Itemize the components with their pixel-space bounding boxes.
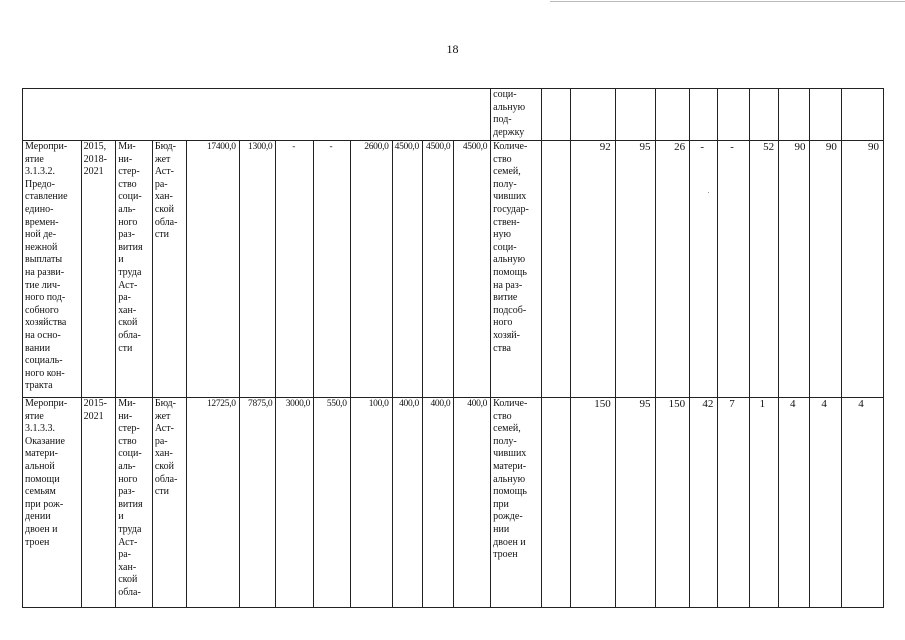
indicator-value-cell: 150 — [570, 398, 615, 608]
finance-cell: - — [276, 141, 314, 398]
finance-cell: 7875,0 — [239, 398, 276, 608]
indicator-value-cell: 7 — [718, 398, 749, 608]
indicator-value-cell: 92 — [570, 141, 615, 398]
finance-cell: 550,0 — [314, 398, 351, 608]
finance-cell: 400,0 — [422, 398, 453, 608]
finance-cell: 100,0 — [350, 398, 392, 608]
finance-cell: 2600,0 — [350, 141, 392, 398]
indicator-value-cell: 4 — [810, 398, 841, 608]
indicator-value-cell: 95 — [615, 398, 655, 608]
page-number: 18 — [446, 42, 459, 56]
finance-cell: 400,0 — [392, 398, 422, 608]
indicator-value-cell: 52 — [749, 141, 778, 398]
funding-source-cell: Бюд- жет Аст- ра- хан- ской обла- сти — [152, 141, 187, 398]
table-row-continuation — [23, 89, 884, 141]
indicator-text-cell: Количе- ство семей, полу- чивших государ- ствен- ную соци- альную помощь на раз- витие подсоб- ного хозяй- ства — [491, 141, 542, 398]
indicator-value-cell: 42 — [690, 398, 718, 608]
finance-cell-total: 17400,0 — [187, 141, 239, 398]
finance-cell: 4500,0 — [422, 141, 453, 398]
years-cell: 2015- 2021 — [81, 398, 116, 608]
indicator-value-cell: 26 — [655, 141, 690, 398]
indicator-value-cell: 90 — [841, 141, 883, 398]
table-row-measure-3-1-3-2 — [23, 141, 884, 398]
top-rule — [550, 1, 905, 2]
measure-name-cell: Меропри- ятие 3.1.3.3. Оказание матери- альной помощи семьям при рож- дении двоен и троен — [23, 398, 82, 608]
indicator-value-cell: 150 — [655, 398, 690, 608]
finance-cell: 4500,0 — [454, 141, 491, 398]
indicator-unit-cell — [542, 141, 570, 398]
finance-cell: 4500,0 — [392, 141, 422, 398]
indicator-text-cell: соци- альную под- держку — [491, 89, 542, 141]
indicator-value-cell: 4 — [841, 398, 883, 608]
finance-cell: - — [314, 141, 351, 398]
scan-speck — [708, 192, 709, 193]
indicator-value-cell: - — [690, 141, 718, 398]
finance-cell: 1300,0 — [239, 141, 276, 398]
indicator-value-cell: 4 — [779, 398, 810, 608]
finance-cell: 400,0 — [454, 398, 491, 608]
indicator-value-cell: 95 — [615, 141, 655, 398]
finance-cell: 3000,0 — [276, 398, 314, 608]
funding-source-cell: Бюд- жет Аст- ра- хан- ской обла- сти — [152, 398, 187, 608]
indicator-value-cell: 90 — [810, 141, 841, 398]
measure-name-cell: Меропри- ятие 3.1.3.2. Предо- ставление едино- времен- ной де- нежной выплаты на разви- тие лич- ного под- собного хозяйства на осно- вании социаль- ного кон- тракта — [23, 141, 82, 398]
indicator-value-cell: 90 — [779, 141, 810, 398]
indicator-value-cell: 1 — [749, 398, 778, 608]
table-row-measure-3-1-3-3 — [23, 398, 884, 608]
program-table — [22, 88, 884, 608]
continuation-empty-cell — [23, 89, 491, 141]
indicator-value-cell: - — [718, 141, 749, 398]
finance-cell-total: 12725,0 — [187, 398, 239, 608]
executor-cell: Ми- ни- стер- ство соци- аль- ного раз- вития и труда Аст- ра- хан- ской обла- сти — [116, 141, 153, 398]
years-cell: 2015, 2018- 2021 — [81, 141, 116, 398]
indicator-text-cell: Количе- ство семей, полу- чивших матери- альную помощь при рожде- нии двоен и троен — [491, 398, 542, 608]
executor-cell: Ми- ни- стер- ство соци- аль- ного раз- вития и труда Аст- ра- хан- ской обла- — [116, 398, 153, 608]
indicator-unit-cell — [542, 398, 570, 608]
